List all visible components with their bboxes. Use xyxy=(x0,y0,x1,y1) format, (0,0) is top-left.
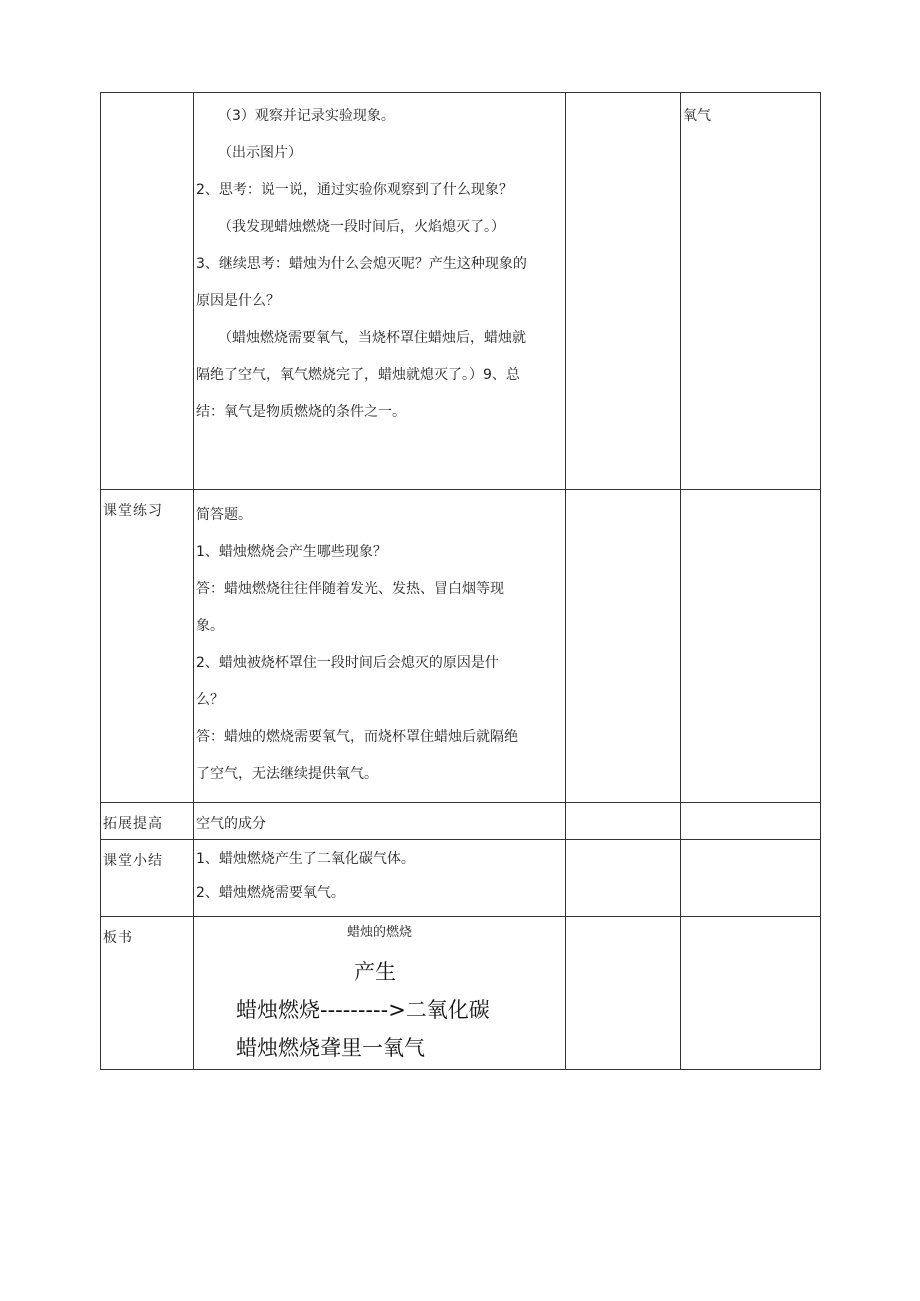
empty-cell xyxy=(566,803,681,840)
empty-cell xyxy=(566,490,681,803)
summary-line: 2、蜡烛燃烧需要氧气。 xyxy=(196,885,345,901)
practice-line: 答：蜡烛的燃烧需要氧气，而烧杯罩住蜡烛后就隔绝 xyxy=(196,729,518,745)
practice-content-cell xyxy=(194,490,566,803)
table-row-procedure xyxy=(101,93,821,490)
practice-line: 么？ xyxy=(196,692,224,708)
practice-label: 课堂练习 xyxy=(103,503,163,519)
table-row-practice xyxy=(101,490,821,803)
table-row-extend xyxy=(101,803,821,840)
procedure-line: （蜡烛燃烧需要氧气，当烧杯罩住蜡烛后，蜡烛就 xyxy=(218,330,526,346)
label-cell xyxy=(101,490,194,803)
empty-cell xyxy=(681,917,821,1070)
note-text: 氧气 xyxy=(683,108,711,124)
table-row-board xyxy=(101,917,821,1070)
procedure-line: 结：氧气是物质燃烧的条件之一。 xyxy=(196,404,406,420)
lesson-plan-table xyxy=(100,92,821,1070)
practice-line: 了空气，无法继续提供氧气。 xyxy=(196,766,378,782)
empty-cell xyxy=(566,93,681,490)
practice-line: 象。 xyxy=(196,618,224,634)
label-cell xyxy=(101,917,194,1070)
board-title: 蜡烛的燃烧 xyxy=(346,925,412,940)
board-line-reaction: 蜡烛燃烧--------->二氧化碳 xyxy=(236,998,490,1022)
empty-cell xyxy=(566,917,681,1070)
board-line-oxygen: 蜡烛燃烧聋里一氧气 xyxy=(236,1036,425,1060)
summary-content-cell xyxy=(194,840,566,917)
empty-cell xyxy=(566,840,681,917)
empty-cell xyxy=(681,803,821,840)
practice-line: 简答题。 xyxy=(196,507,252,523)
label-cell xyxy=(101,840,194,917)
procedure-line: （3）观察并记录实验现象。 xyxy=(218,108,395,124)
procedure-line: 3、继续思考：蜡烛为什么会熄灭呢？产生这种现象的 xyxy=(196,256,527,272)
label-cell xyxy=(101,803,194,840)
empty-cell xyxy=(681,490,821,803)
board-label: 板书 xyxy=(103,930,133,946)
board-line-produce: 产生 xyxy=(354,960,396,984)
procedure-line: 2、思考：说一说，通过实验你观察到了什么现象？ xyxy=(196,182,513,198)
procedure-line: （出示图片） xyxy=(218,145,302,161)
procedure-line: 隔绝了空气，氧气燃烧完了，蜡烛就熄灭了。）9、总 xyxy=(196,367,520,383)
table-row-summary xyxy=(101,840,821,917)
extend-content-cell xyxy=(194,803,566,840)
practice-line: 2、蜡烛被烧杯罩住一段时间后会熄灭的原因是什 xyxy=(196,655,499,671)
label-cell-empty xyxy=(101,93,194,490)
procedure-content-cell xyxy=(194,93,566,490)
board-content-cell xyxy=(194,917,566,1070)
empty-cell xyxy=(681,840,821,917)
procedure-line: （我发现蜡烛燃烧一段时间后，火焰熄灭了。） xyxy=(218,219,505,235)
extend-label: 拓展提高 xyxy=(103,816,163,832)
practice-line: 答：蜡烛燃烧往往伴随着发光、发热、冒白烟等现 xyxy=(196,581,504,597)
summary-label: 课堂小结 xyxy=(103,853,163,869)
procedure-line: 原因是什么？ xyxy=(196,293,280,309)
summary-line: 1、蜡烛燃烧产生了二氧化碳气体。 xyxy=(196,851,415,867)
extend-text: 空气的成分 xyxy=(196,816,266,832)
note-cell xyxy=(681,93,821,490)
practice-line: 1、蜡烛燃烧会产生哪些现象？ xyxy=(196,544,387,560)
